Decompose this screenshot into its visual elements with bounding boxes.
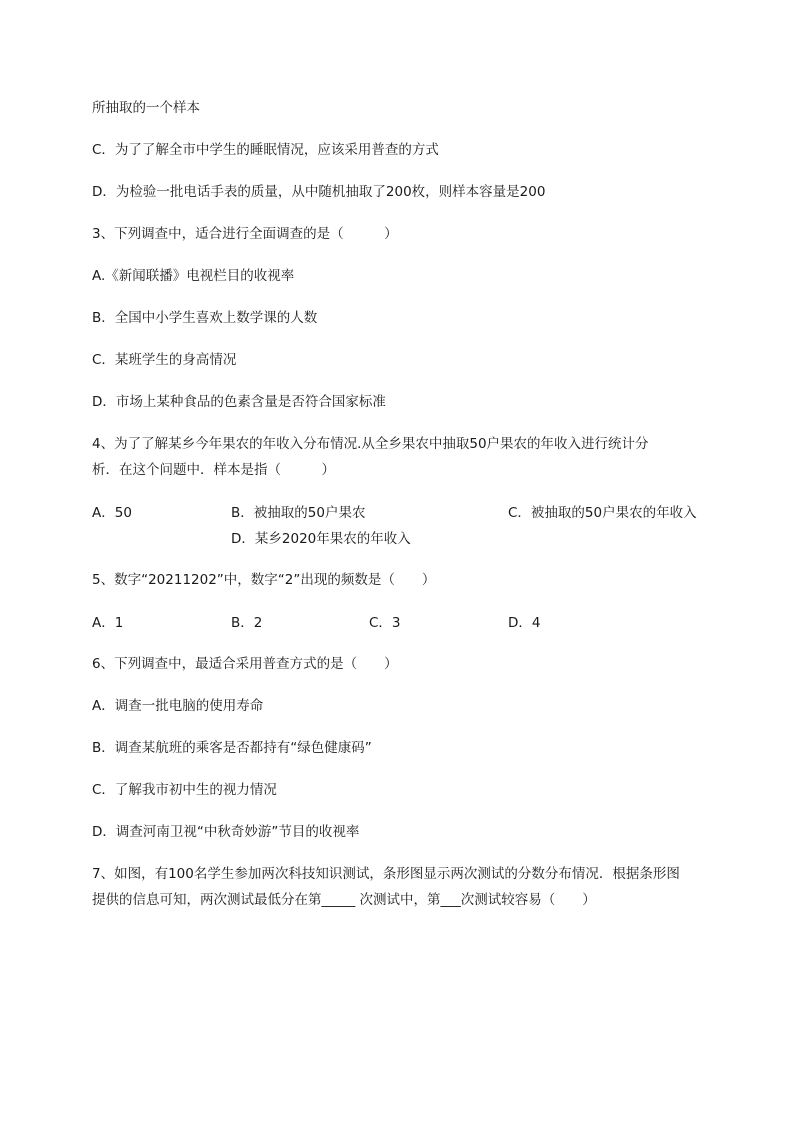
q3-stem: 3、下列调查中，适合进行全面调查的是（ ） [92, 226, 398, 242]
q5-option-c: C．3 [369, 615, 401, 631]
q2-continuation: 所抽取的一个样本 [92, 100, 200, 116]
q6-option-c: C．了解我市初中生的视力情况 [92, 782, 277, 798]
q4-option-b: B．被抽取的50户果农 [231, 505, 366, 521]
q4-stem-line1: 4、为了了解某乡今年果农的年收入分布情况.从全乡果农中抽取50户果农的年收入进行统计分 [92, 436, 649, 452]
q2-option-d: D．为检验一批电话手表的质量，从中随机抽取了200枚，则样本容量是200 [92, 184, 546, 200]
q3-option-a: A.《新闻联播》电视栏目的收视率 [92, 268, 295, 284]
q6-option-a: A．调查一批电脑的使用寿命 [92, 698, 264, 714]
q2-option-c: C．为了了解全市中学生的睡眠情况，应该采用普查的方式 [92, 142, 439, 158]
q5-option-b: B．2 [231, 615, 263, 631]
q3-option-c: C．某班学生的身高情况 [92, 352, 237, 368]
q7-stem-line1: 7、如图，有100名学生参加两次科技知识测试，条形图显示两次测试的分数分布情况．根据条形图 [92, 866, 680, 882]
q4-option-c: C．被抽取的50户果农的年收入 [508, 505, 697, 521]
q3-option-d: D．市场上某种食品的色素含量是否符合国家标准 [92, 394, 386, 410]
q6-option-b: B．调查某航班的乘客是否都持有“绿色健康码” [92, 740, 372, 756]
q5-option-d: D．4 [508, 615, 541, 631]
q5-option-a: A．1 [92, 615, 124, 631]
q5-stem: 5、数字“20211202”中，数字“2”出现的频数是（ ） [92, 572, 436, 588]
q6-stem: 6、下列调查中，最适合采用普查方式的是（ ） [92, 656, 398, 672]
q4-option-d: D．某乡2020年果农的年收入 [231, 531, 411, 547]
q6-option-d: D．调查河南卫视“中秋奇妙游”节目的收视率 [92, 824, 360, 840]
q4-option-a: A．50 [92, 505, 132, 521]
q3-option-b: B．全国中小学生喜欢上数学课的人数 [92, 310, 318, 326]
q4-stem-line2: 析．在这个问题中．样本是指（ ） [92, 462, 335, 478]
q7-stem-line2: 提供的信息可知，两次测试最低分在第_____ 次测试中，第___次测试较容易（ ） [92, 892, 596, 908]
